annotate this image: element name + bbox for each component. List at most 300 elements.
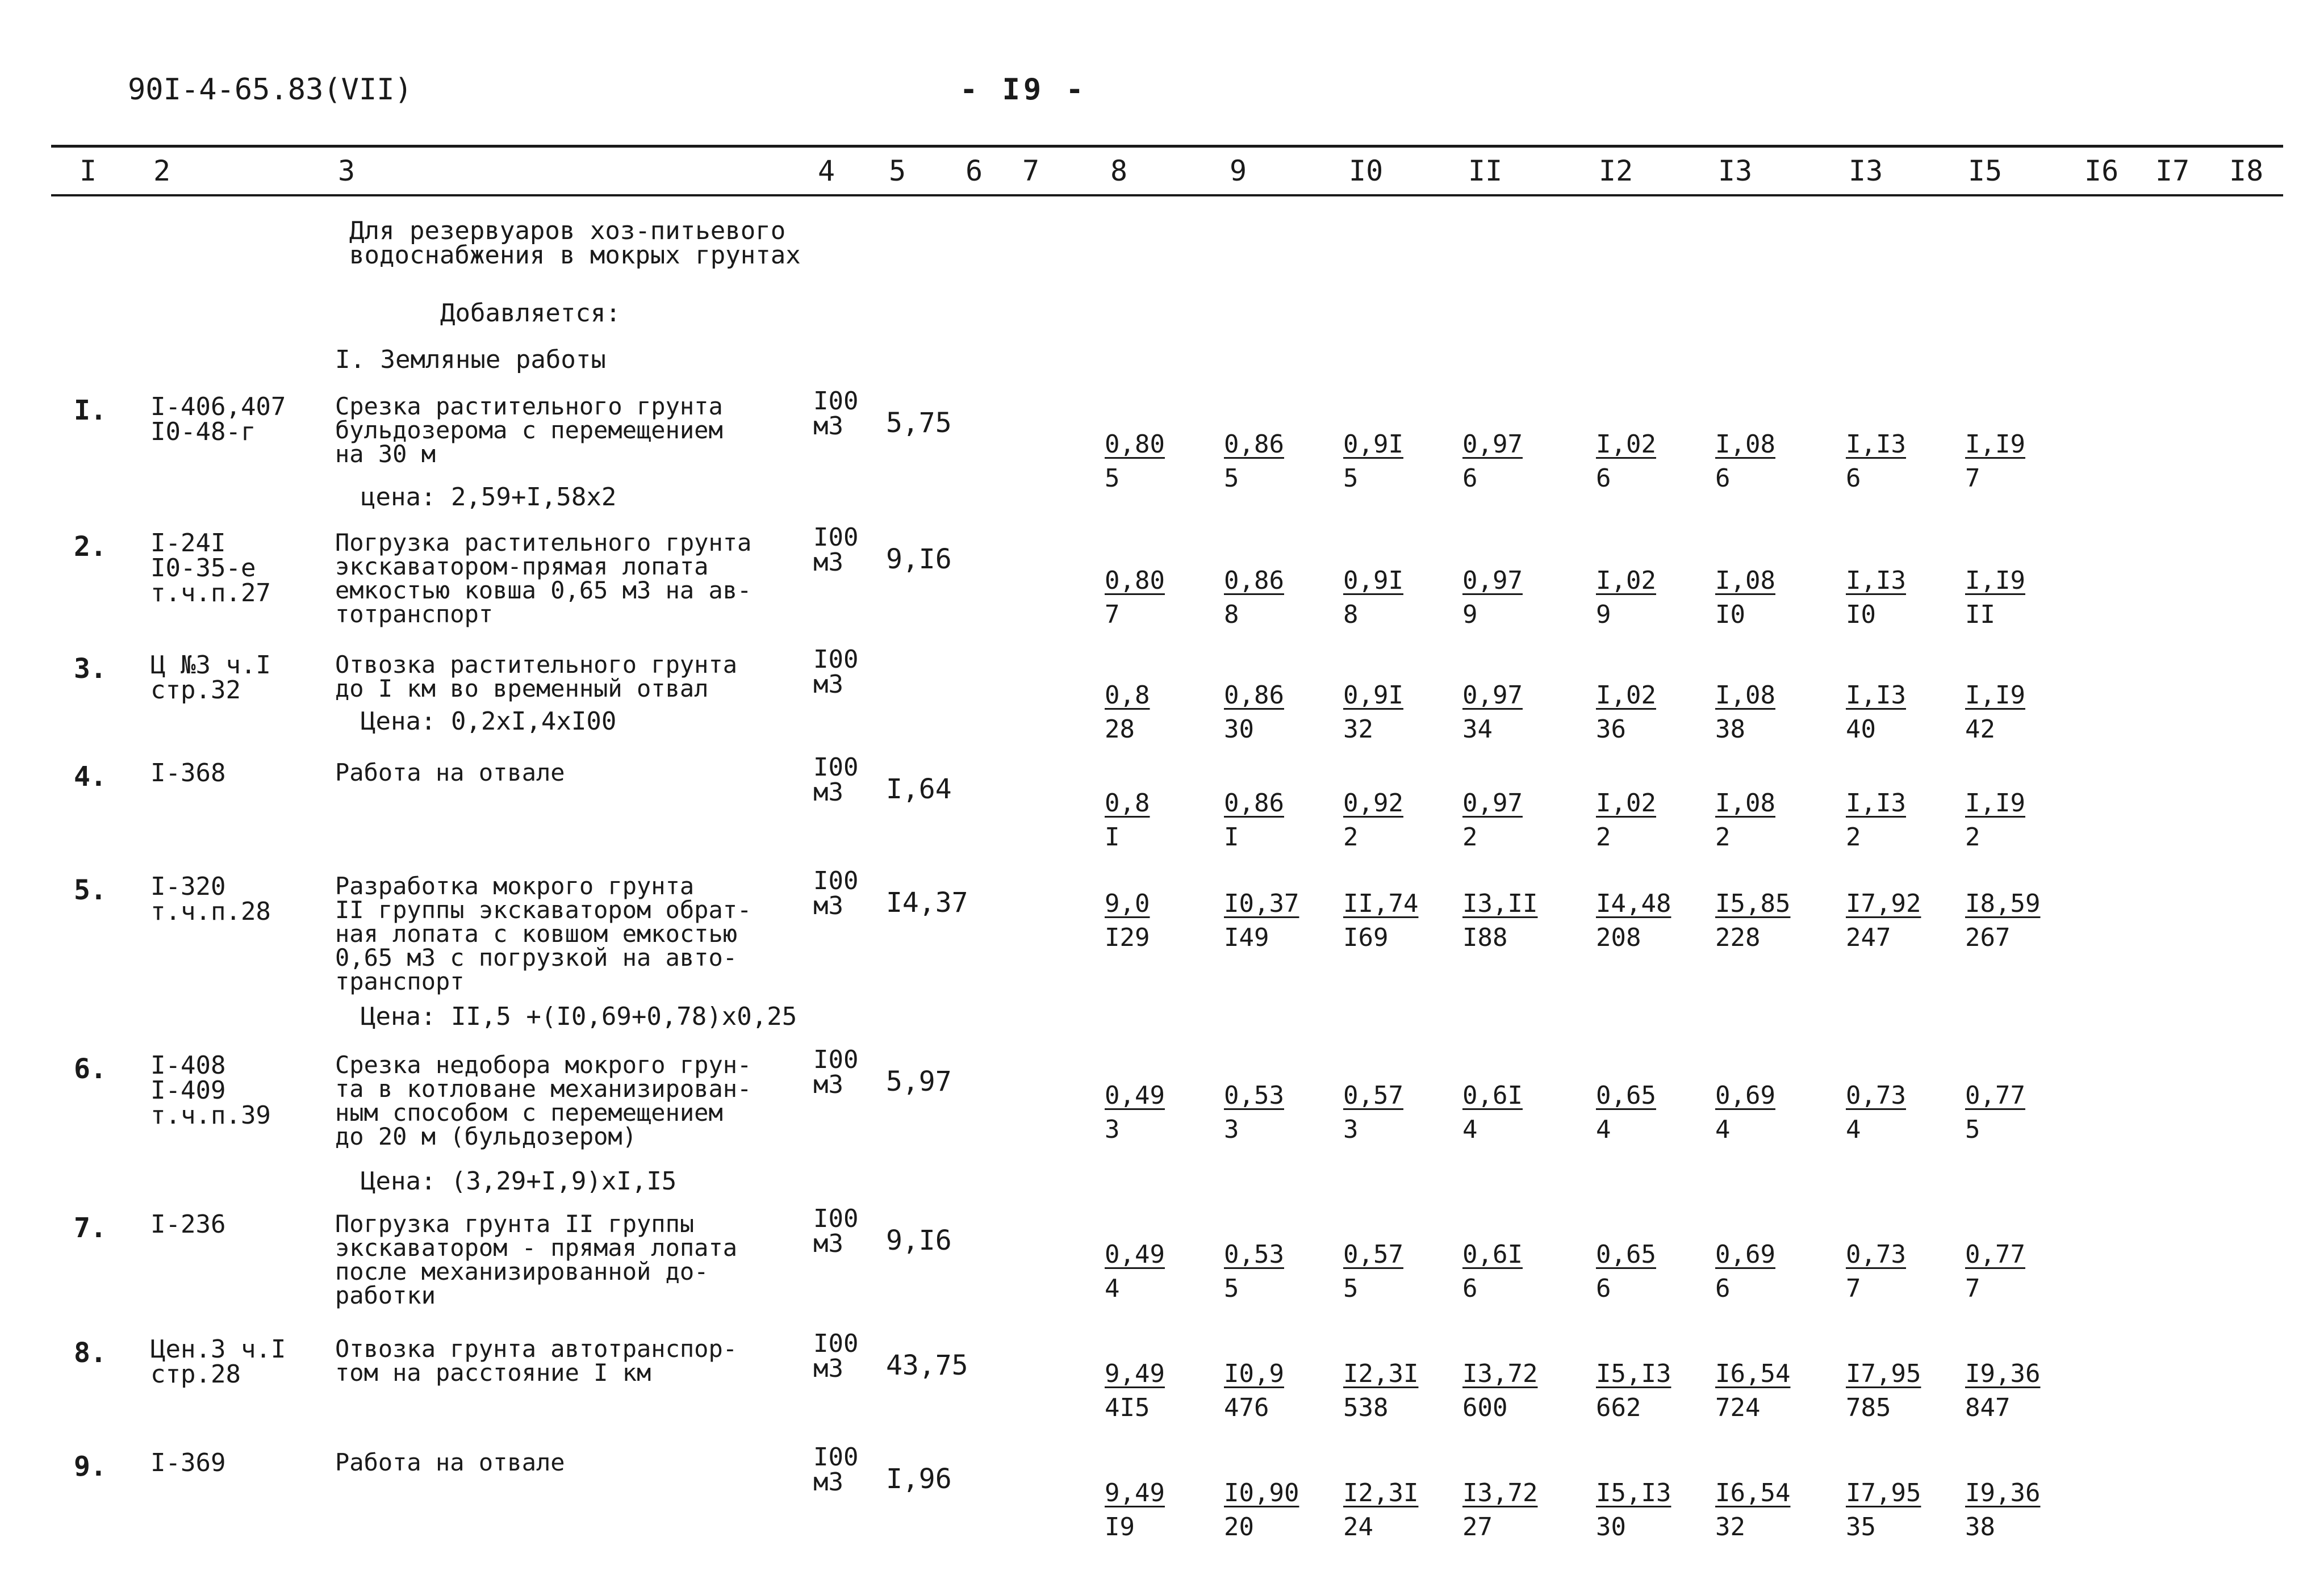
row-number: 4. (74, 761, 107, 793)
coefficient-cell (1462, 564, 1559, 632)
unit-of-measure: м3 (813, 548, 843, 577)
price-formula: Цена: 0,2xI,4xI00 (361, 707, 617, 736)
row-number: 2. (74, 531, 107, 563)
coefficient-value: I,02 (1596, 566, 1656, 595)
coefficient-cell (1224, 1079, 1320, 1147)
coefficient-value: 9,49 (1105, 1478, 1165, 1507)
row-number: 9. (74, 1451, 107, 1482)
cost-value: 228 (1715, 923, 1761, 952)
coefficient-value: I,I9 (1965, 789, 2025, 818)
coefficient-cell (1224, 564, 1320, 632)
coefficient-value: I2,3I (1343, 1478, 1419, 1507)
coefficient-value: 0,49 (1105, 1240, 1165, 1269)
coefficient-cell (1462, 1079, 1559, 1147)
norm-reference: I0-48-г (151, 417, 256, 446)
coefficient-value: 0,97 (1462, 566, 1523, 595)
unit-of-measure: м3 (813, 891, 843, 920)
unit-of-measure: м3 (813, 670, 843, 699)
coefficient-cell (1715, 1238, 1812, 1306)
coefficient-cell (1715, 786, 1812, 854)
work-description-line: емкостью ковша 0,65 м3 на ав- (335, 576, 752, 604)
cost-value: 4 (1846, 1115, 1861, 1144)
coefficient-cell (1105, 1238, 1201, 1306)
cost-value: I (1105, 823, 1120, 852)
coefficient-value: I6,54 (1715, 1359, 1791, 1388)
cost-value: 208 (1596, 923, 1641, 952)
cost-value: 5 (1343, 1274, 1359, 1303)
coefficient-value: I2,3I (1343, 1359, 1419, 1388)
row-number: 3. (74, 653, 107, 685)
coefficient-value: 0,86 (1224, 789, 1284, 818)
coefficient-value: 9,49 (1105, 1359, 1165, 1388)
coefficient-value: I,I9 (1965, 430, 2025, 459)
coefficient-value: 0,65 (1596, 1081, 1656, 1110)
work-description-line: транспорт (335, 967, 465, 995)
column-number: 6 (966, 154, 983, 187)
coefficient-cell (1715, 1476, 1812, 1544)
work-description-line: до I км во временный отвал (335, 675, 709, 702)
column-number: I3 (1718, 154, 1753, 187)
coefficient-value: 0,97 (1462, 430, 1523, 459)
coefficient-cell (1846, 1357, 1942, 1425)
coefficient-value: 0,69 (1715, 1081, 1775, 1110)
coefficient-value: 0,97 (1462, 681, 1523, 710)
cost-value: 9 (1596, 600, 1611, 629)
cost-value: 6 (1462, 464, 1478, 493)
coefficient-cell (1965, 428, 2062, 496)
coefficient-value: 0,80 (1105, 430, 1165, 459)
coefficient-cell (1846, 678, 1942, 747)
coefficient-value: 0,6I (1462, 1240, 1523, 1269)
column-number: I8 (2229, 154, 2264, 187)
work-description-line: тотранспорт (335, 600, 494, 628)
cost-value: 785 (1846, 1393, 1891, 1422)
cost-value: 30 (1224, 715, 1254, 744)
coefficient-cell (1596, 786, 1692, 854)
cost-value: 3 (1224, 1115, 1239, 1144)
cost-value: 5 (1224, 464, 1239, 493)
coefficient-value: I6,54 (1715, 1478, 1791, 1507)
coefficient-cell (1343, 564, 1440, 632)
norm-reference: Цен.3 ч.I (151, 1335, 286, 1364)
coefficient-value: I,I3 (1846, 566, 1906, 595)
coefficient-cell (1846, 887, 1942, 955)
work-description-line: 0,65 м3 с погрузкой на авто- (335, 944, 738, 971)
row-number: I. (74, 395, 107, 426)
coefficient-value: 0,8 (1105, 789, 1150, 818)
cost-value: 28 (1105, 715, 1135, 744)
work-description-line: Работа на отвале (335, 759, 565, 786)
column-number: 2 (153, 154, 171, 187)
unit-of-measure: м3 (813, 778, 843, 807)
norm-reference: стр.28 (151, 1360, 241, 1389)
coefficient-cell (1596, 1357, 1692, 1425)
coefficient-value: I,02 (1596, 789, 1656, 818)
coefficient-cell (1105, 1476, 1201, 1544)
unit-of-measure: I00 (813, 1329, 859, 1358)
price-formula: Цена: II,5 +(I0,69+0,78)x0,25 (361, 1002, 797, 1031)
price-formula: Цена: (3,29+I,9)xI,I5 (361, 1167, 677, 1196)
coefficient-cell (1105, 564, 1201, 632)
coefficient-value: I,08 (1715, 430, 1775, 459)
work-description-line: на 30 м (335, 440, 436, 468)
coefficient-cell (1596, 564, 1692, 632)
column-number: II (1468, 154, 1503, 187)
coefficient-value: I0,9 (1224, 1359, 1284, 1388)
cost-value: 538 (1343, 1393, 1389, 1422)
norm-reference: т.ч.п.27 (151, 579, 271, 608)
cost-value: 2 (1846, 823, 1861, 852)
coefficient-value: I,I3 (1846, 430, 1906, 459)
cost-value: 3 (1343, 1115, 1359, 1144)
coefficient-value: 0,9I (1343, 430, 1403, 459)
cost-value: 4 (1596, 1115, 1611, 1144)
quantity-value: 43,75 (886, 1350, 968, 1381)
coefficient-value: 0,92 (1343, 789, 1403, 818)
coefficient-value: I,08 (1715, 566, 1775, 595)
norm-reference: I-369 (151, 1448, 226, 1477)
unit-of-measure: I00 (813, 1045, 859, 1074)
coefficient-value: 0,97 (1462, 789, 1523, 818)
coefficient-cell (1462, 1476, 1559, 1544)
column-number: I6 (2084, 154, 2119, 187)
cost-value: 20 (1224, 1513, 1254, 1541)
unit-of-measure: I00 (813, 866, 859, 895)
unit-of-measure: м3 (813, 1354, 843, 1383)
coefficient-cell (1462, 428, 1559, 496)
cost-value: 24 (1343, 1513, 1373, 1541)
coefficient-value: I9,36 (1965, 1359, 2041, 1388)
column-number: I0 (1349, 154, 1384, 187)
work-description-line: работки (335, 1281, 436, 1309)
coefficient-value: I,08 (1715, 681, 1775, 710)
cost-value: 7 (1965, 1274, 1980, 1303)
coefficient-value: I5,85 (1715, 889, 1791, 918)
cost-value: 7 (1105, 600, 1120, 629)
cost-value: 2 (1462, 823, 1478, 852)
work-description-line: после механизированной до- (335, 1258, 709, 1285)
coefficient-cell (1846, 1476, 1942, 1544)
coefficient-value: 0,6I (1462, 1081, 1523, 1110)
cost-value: 2 (1596, 823, 1611, 852)
table-header-bottom-rule (51, 194, 2283, 196)
price-formula: цена: 2,59+I,58x2 (361, 483, 617, 512)
cost-value: 247 (1846, 923, 1891, 952)
coefficient-cell (1343, 1079, 1440, 1147)
cost-value: 724 (1715, 1393, 1761, 1422)
unit-of-measure: м3 (813, 1229, 843, 1258)
column-number: 5 (889, 154, 906, 187)
coefficient-value: 0,73 (1846, 1240, 1906, 1269)
norm-reference: I-24I (151, 529, 226, 558)
column-number: I2 (1599, 154, 1633, 187)
cost-value: 9 (1462, 600, 1478, 629)
cost-value: I88 (1462, 923, 1508, 952)
cost-value: 5 (1965, 1115, 1980, 1144)
page-number: - I9 - (960, 73, 1087, 107)
coefficient-value: 0,49 (1105, 1081, 1165, 1110)
column-number: I7 (2155, 154, 2190, 187)
coefficient-cell (1343, 786, 1440, 854)
cost-value: I9 (1105, 1513, 1135, 1541)
coefficient-value: I,08 (1715, 789, 1775, 818)
column-number: I3 (1849, 154, 1883, 187)
coefficient-value: 0,9I (1343, 681, 1403, 710)
coefficient-cell (1596, 428, 1692, 496)
table-header-top-rule (51, 145, 2283, 148)
quantity-value: I,64 (886, 773, 952, 805)
cost-value: 2 (1965, 823, 1980, 852)
norm-reference: I-409 (151, 1076, 226, 1105)
column-number: 3 (338, 154, 356, 187)
norm-reference: Ц №3 ч.I (151, 651, 271, 680)
cost-value: 6 (1596, 464, 1611, 493)
coefficient-value: I,02 (1596, 430, 1656, 459)
coefficient-cell (1224, 786, 1320, 854)
unit-of-measure: I00 (813, 387, 859, 416)
work-description-line: Срезка недобора мокрого грун- (335, 1051, 752, 1079)
coefficient-value: 0,77 (1965, 1240, 2025, 1269)
coefficient-cell (1715, 1357, 1812, 1425)
cost-value: 34 (1462, 715, 1493, 744)
row-number: 6. (74, 1053, 107, 1085)
coefficient-value: I7,92 (1846, 889, 1921, 918)
coefficient-value: 0,53 (1224, 1240, 1284, 1269)
coefficient-value: I,I9 (1965, 681, 2025, 710)
coefficient-value: 0,77 (1965, 1081, 2025, 1110)
unit-of-measure: I00 (813, 645, 859, 674)
coefficient-value: 0,65 (1596, 1240, 1656, 1269)
coefficient-value: 0,86 (1224, 566, 1284, 595)
cost-value: 8 (1343, 600, 1359, 629)
column-number: 8 (1110, 154, 1128, 187)
coefficient-cell (1846, 1079, 1942, 1147)
coefficient-value: 0,9I (1343, 566, 1403, 595)
unit-of-measure: м3 (813, 1468, 843, 1497)
coefficient-cell (1715, 564, 1812, 632)
coefficient-cell (1343, 678, 1440, 747)
column-number: 4 (818, 154, 835, 187)
coefficient-cell (1462, 786, 1559, 854)
coefficient-value: I,I3 (1846, 681, 1906, 710)
coefficient-value: I,02 (1596, 681, 1656, 710)
cost-value: 2 (1343, 823, 1359, 852)
cost-value: 38 (1715, 715, 1745, 744)
cost-value: 4 (1715, 1115, 1731, 1144)
row-number: 8. (74, 1337, 107, 1369)
cost-value: 4I5 (1105, 1393, 1150, 1422)
row-number: 7. (74, 1212, 107, 1244)
coefficient-value: I3,72 (1462, 1359, 1538, 1388)
coefficient-cell (1596, 887, 1692, 955)
coefficient-cell (1596, 678, 1692, 747)
added-label: Добавляется: (440, 299, 621, 328)
coefficient-cell (1224, 1357, 1320, 1425)
coefficient-value: 0,8 (1105, 681, 1150, 710)
coefficient-value: 0,57 (1343, 1240, 1403, 1269)
column-number: I5 (1968, 154, 2003, 187)
coefficient-value: 0,73 (1846, 1081, 1906, 1110)
section-title-line2: водоснабжения в мокрых грунтах (349, 241, 801, 270)
coefficient-cell (1846, 428, 1942, 496)
coefficient-cell (1846, 1238, 1942, 1306)
coefficient-value: I7,95 (1846, 1359, 1921, 1388)
norm-reference: стр.32 (151, 676, 241, 705)
work-description-line: Погрузка грунта II группы (335, 1210, 695, 1238)
cost-value: I (1224, 823, 1239, 852)
column-number: 9 (1230, 154, 1247, 187)
coefficient-value: I9,36 (1965, 1478, 2041, 1507)
cost-value: 476 (1224, 1393, 1269, 1422)
cost-value: 8 (1224, 600, 1239, 629)
unit-of-measure: м3 (813, 1070, 843, 1099)
coefficient-cell (1965, 564, 2062, 632)
quantity-value: I,96 (886, 1463, 952, 1495)
cost-value: 32 (1715, 1513, 1745, 1541)
norm-reference: I-368 (151, 759, 226, 787)
cost-value: 32 (1343, 715, 1373, 744)
coefficient-value: I4,48 (1596, 889, 1671, 918)
cost-value: 6 (1715, 464, 1731, 493)
work-description-line: та в котловане механизирован- (335, 1075, 752, 1103)
cost-value: I0 (1846, 600, 1876, 629)
coefficient-cell (1462, 678, 1559, 747)
cost-value: 7 (1965, 464, 1980, 493)
cost-value: I0 (1715, 600, 1745, 629)
coefficient-cell (1846, 786, 1942, 854)
coefficient-cell (1224, 678, 1320, 747)
cost-value: I49 (1224, 923, 1269, 952)
cost-value: 2 (1715, 823, 1731, 852)
coefficient-value: 0,53 (1224, 1081, 1284, 1110)
cost-value: 6 (1715, 1274, 1731, 1303)
coefficient-value: I3,72 (1462, 1478, 1538, 1507)
norm-reference: I-406,407 (151, 392, 286, 421)
cost-value: 5 (1105, 464, 1120, 493)
coefficient-cell (1715, 678, 1812, 747)
work-description-line: бульдозерома с перемещением (335, 416, 723, 444)
section-title-line1: Для резервуаров хоз-питьевого (349, 216, 786, 245)
cost-value: 5 (1224, 1274, 1239, 1303)
norm-reference: т.ч.п.28 (151, 897, 271, 926)
cost-value: 662 (1596, 1393, 1641, 1422)
coefficient-cell (1343, 1476, 1440, 1544)
quantity-value: 9,I6 (886, 1225, 952, 1256)
subsection-title: I. Земляные работы (335, 345, 606, 374)
norm-reference: I-236 (151, 1210, 226, 1239)
coefficient-cell (1965, 1079, 2062, 1147)
coefficient-cell (1224, 1476, 1320, 1544)
coefficient-cell (1105, 887, 1201, 955)
quantity-value: 5,75 (886, 407, 952, 439)
cost-value: 40 (1846, 715, 1876, 744)
cost-value: 27 (1462, 1513, 1493, 1541)
unit-of-measure: I00 (813, 1443, 859, 1472)
work-description-line: ным способом с перемещением (335, 1099, 723, 1126)
coefficient-cell (1965, 887, 2062, 955)
coefficient-value: 9,0 (1105, 889, 1150, 918)
cost-value: 6 (1846, 464, 1861, 493)
work-description-line: экскаватором - прямая лопата (335, 1234, 738, 1262)
unit-of-measure: I00 (813, 753, 859, 782)
cost-value: 847 (1965, 1393, 2011, 1422)
coefficient-value: 0,69 (1715, 1240, 1775, 1269)
coefficient-value: II,74 (1343, 889, 1419, 918)
coefficient-cell (1715, 887, 1812, 955)
coefficient-cell (1965, 786, 2062, 854)
cost-value: 4 (1462, 1115, 1478, 1144)
coefficient-value: I,I3 (1846, 789, 1906, 818)
coefficient-cell (1462, 887, 1559, 955)
coefficient-cell (1105, 1079, 1201, 1147)
coefficient-cell (1596, 1238, 1692, 1306)
coefficient-value: I3,II (1462, 889, 1538, 918)
coefficient-value: I0,90 (1224, 1478, 1299, 1507)
coefficient-cell (1462, 1238, 1559, 1306)
row-number: 5. (74, 874, 107, 906)
coefficient-cell (1715, 428, 1812, 496)
coefficient-cell (1224, 1238, 1320, 1306)
unit-of-measure: м3 (813, 412, 843, 441)
work-description-line: Срезка растительного грунта (335, 392, 723, 420)
cost-value: 267 (1965, 923, 2011, 952)
norm-reference: I-408 (151, 1051, 226, 1080)
coefficient-cell (1965, 1476, 2062, 1544)
coefficient-cell (1596, 1079, 1692, 1147)
cost-value: 5 (1343, 464, 1359, 493)
cost-value: 7 (1846, 1274, 1861, 1303)
coefficient-value: I0,37 (1224, 889, 1299, 918)
coefficient-cell (1846, 564, 1942, 632)
work-description-line: до 20 м (бульдозером) (335, 1122, 637, 1150)
coefficient-cell (1965, 678, 2062, 747)
coefficient-cell (1715, 1079, 1812, 1147)
cost-value: 6 (1596, 1274, 1611, 1303)
coefficient-cell (1105, 428, 1201, 496)
coefficient-value: I8,59 (1965, 889, 2041, 918)
coefficient-cell (1965, 1238, 2062, 1306)
coefficient-cell (1343, 428, 1440, 496)
work-description-line: Погрузка растительного грунта (335, 529, 752, 556)
norm-reference: т.ч.п.39 (151, 1101, 271, 1130)
coefficient-value: 0,86 (1224, 430, 1284, 459)
cost-value: 6 (1462, 1274, 1478, 1303)
coefficient-cell (1596, 1476, 1692, 1544)
quantity-value: 9,I6 (886, 543, 952, 575)
cost-value: 38 (1965, 1513, 1995, 1541)
norm-reference: I-320 (151, 872, 226, 901)
column-number: I (80, 154, 97, 187)
cost-value: 600 (1462, 1393, 1508, 1422)
coefficient-value: I5,I3 (1596, 1359, 1671, 1388)
coefficient-value: I,I9 (1965, 566, 2025, 595)
coefficient-cell (1105, 786, 1201, 854)
work-description-line: Отвозка грунта автотранспор- (335, 1335, 738, 1363)
coefficient-cell (1105, 678, 1201, 747)
coefficient-cell (1224, 887, 1320, 955)
coefficient-cell (1224, 428, 1320, 496)
coefficient-value: 0,57 (1343, 1081, 1403, 1110)
cost-value: 35 (1846, 1513, 1876, 1541)
cost-value: 42 (1965, 715, 1995, 744)
coefficient-cell (1965, 1357, 2062, 1425)
cost-value: 36 (1596, 715, 1626, 744)
unit-of-measure: I00 (813, 523, 859, 552)
cost-value: 4 (1105, 1274, 1120, 1303)
coefficient-value: 0,86 (1224, 681, 1284, 710)
work-description-line: II группы экскаватором обрат- (335, 896, 752, 924)
norm-reference: I0-35-е (151, 554, 256, 583)
